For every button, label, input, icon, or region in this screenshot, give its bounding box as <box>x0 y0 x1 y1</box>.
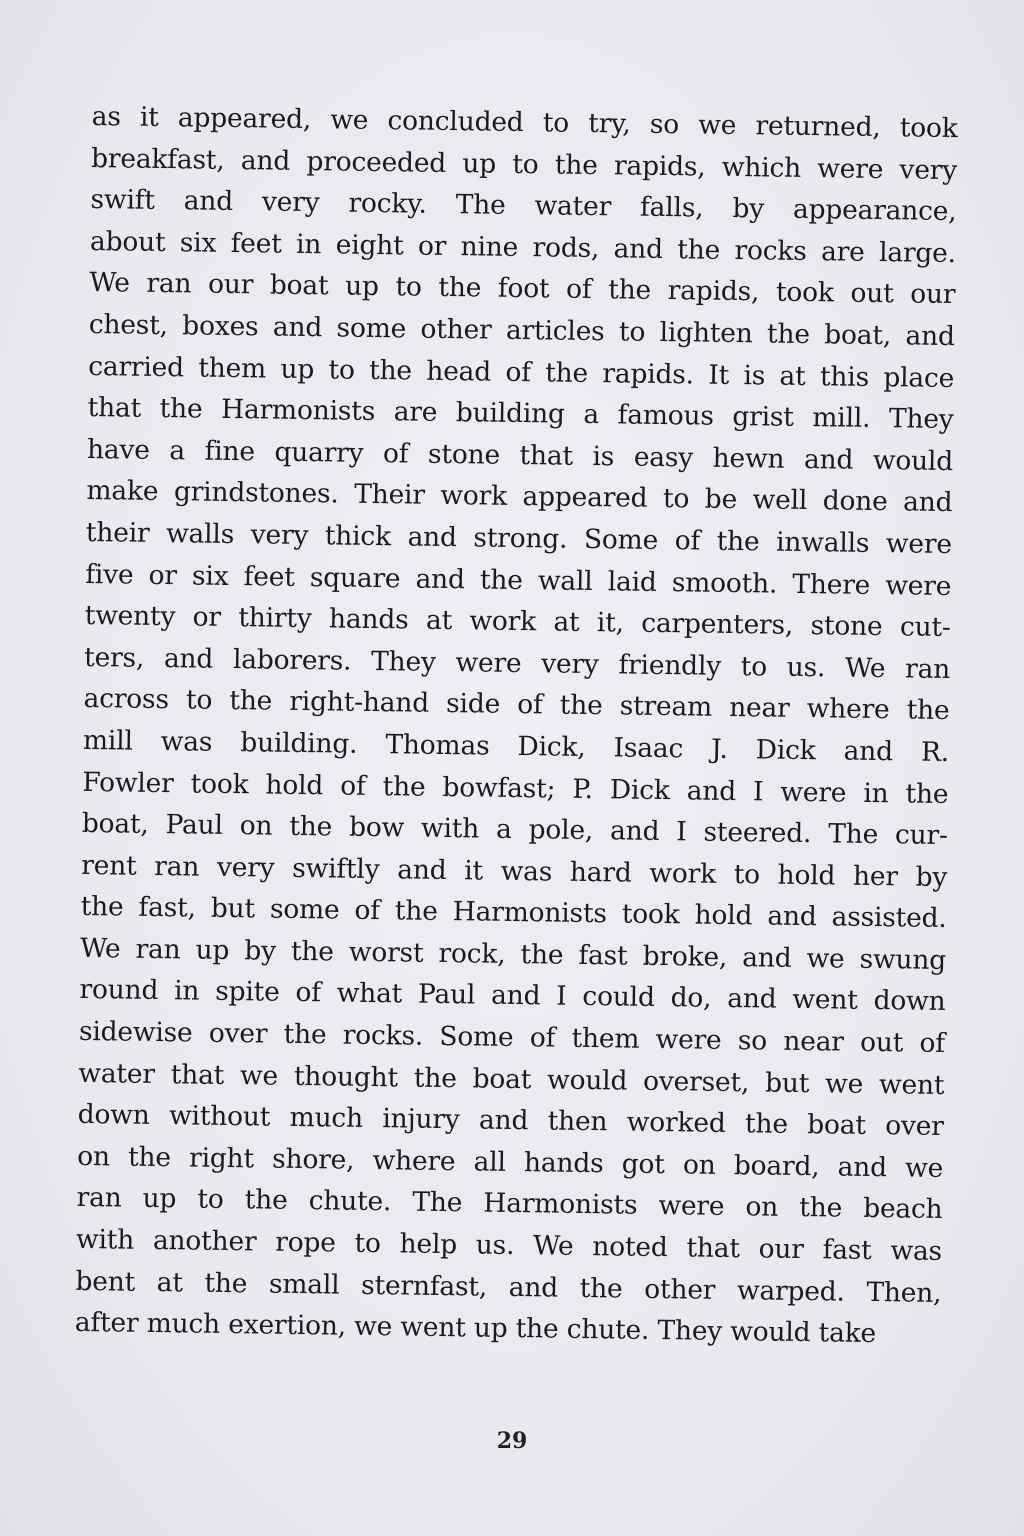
text-line: sidewise over the rocks. Some of them were so near out of <box>78 1015 946 1060</box>
text-line: have a fine quarry of stone that is easy hewn and would <box>86 433 954 477</box>
text-line: the fast, but some of the Harmonists took hold and assisted. <box>80 891 947 935</box>
text-line: chest, boxes and some other articles to lighten the boat, and <box>88 308 955 353</box>
text-line: on the right shore, where all hands got on board, and we <box>76 1140 944 1184</box>
text-line: ran up to the chute. The Harmonists were on the beach <box>76 1182 943 1226</box>
text-line: round in spite of what Paul and I could do, and went down <box>79 974 946 1018</box>
text-line: five or six feet square and the wall laid smooth. There were <box>85 558 952 602</box>
text-line: about six feet in eight or nine rods, and the rocks are large. <box>89 225 957 269</box>
text-line: swift and very rocky. The water falls, by appearance, <box>90 184 957 228</box>
text-line: breakfast, and proceeded up to the rapids, which were very <box>90 142 958 186</box>
text-line: after much exertion, we went up the chute. They would take <box>74 1307 877 1350</box>
text-line: their walls very thick and strong. Some of the inwalls were <box>85 516 953 560</box>
text-line: carried them up to the head of the rapids. It is at this place <box>88 350 955 394</box>
text-line: boat, Paul on the bow with a pole, and I steered. The cur- <box>81 808 948 852</box>
text-line: We ran our boat up to the foot of the rapids, took out our <box>89 267 956 311</box>
text-line: as it appeared, we concluded to try, so we returned, took <box>91 100 958 145</box>
text-line: bent at the small sternfast, and the other warped. Then, <box>75 1265 942 1309</box>
body-text <box>75 96 958 1356</box>
text-line: rent ran very swiftly and it was hard work to hold her by <box>81 849 948 893</box>
text-line: across to the right-hand side of the stream near where the <box>83 683 950 727</box>
page-number: 29 <box>496 1428 528 1454</box>
text-line: with another rope to help us. We noted that our fast was <box>75 1223 943 1268</box>
text-line: make grindstones. Their work appeared to be well done and <box>86 475 953 519</box>
text-line: ters, and laborers. They were very friendly to us. We ran <box>83 641 951 685</box>
text-line: twenty or thirty hands at work at it, carpenters, stone cut- <box>84 600 951 644</box>
text-line: down without much injury and then worked the boat over <box>77 1099 944 1143</box>
text-line: We ran up by the worst rock, the fast broke, and we swung <box>79 932 947 976</box>
text-line: water that we thought the boat would overset, but we went <box>78 1057 945 1101</box>
text-line: mill was building. Thomas Dick, Isaac J. Dick and R. <box>82 724 950 768</box>
text-line: that the Harmonists are building a famous grist mill. They <box>87 392 954 436</box>
text-line: Fowler took hold of the bowfast; P. Dick and I were in the <box>82 766 949 810</box>
